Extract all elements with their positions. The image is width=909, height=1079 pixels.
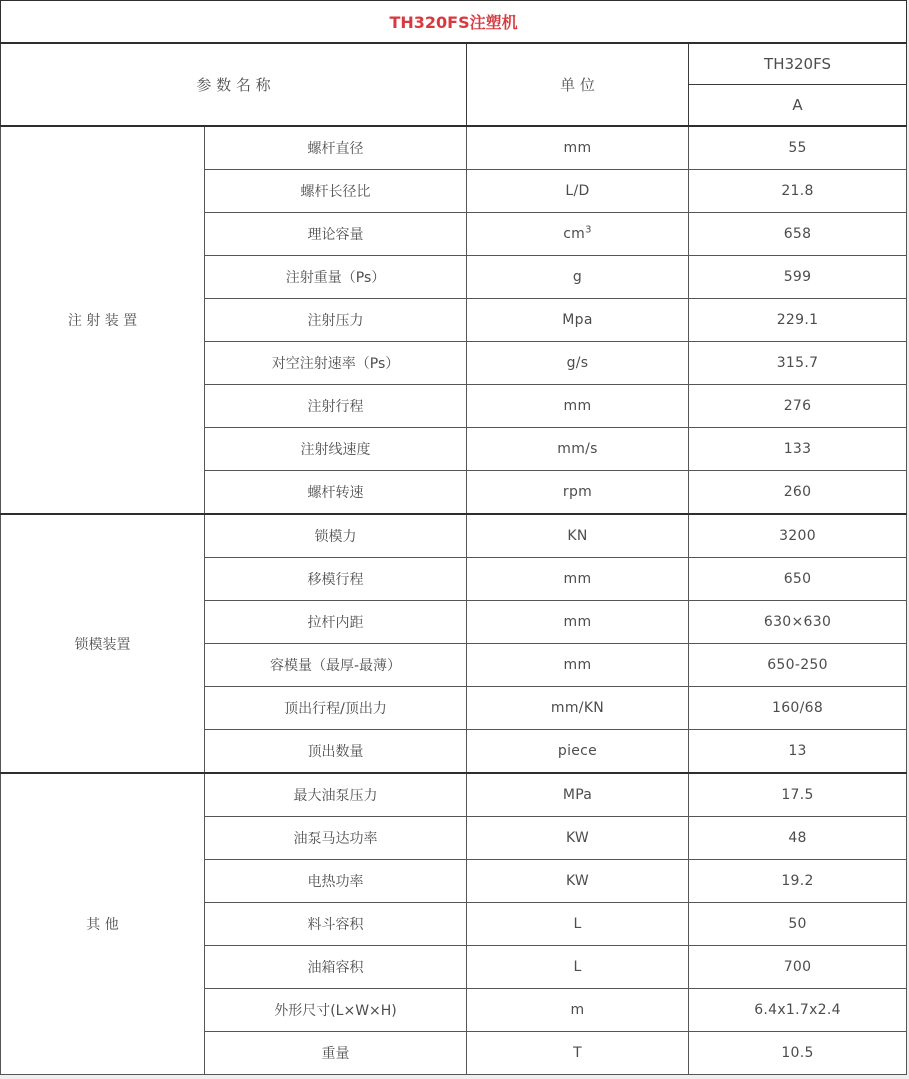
param-cell: 油泵马达功率 — [205, 817, 467, 860]
table-row — [1, 514, 907, 558]
unit-cell — [467, 817, 689, 860]
header-row — [1, 43, 907, 85]
header-unit: 单 位 — [467, 43, 689, 126]
unit-cell — [467, 644, 689, 687]
unit-text: L — [573, 959, 582, 975]
unit-text: g — [572, 269, 583, 285]
value-cell: 650 — [689, 558, 907, 601]
param-cell: 注射行程 — [205, 385, 467, 428]
header-variant: A — [689, 85, 907, 127]
unit-text: L — [573, 916, 582, 932]
unit-cell — [467, 946, 689, 989]
unit-cell — [467, 989, 689, 1032]
unit-cell — [467, 342, 689, 385]
spec-group — [1, 514, 907, 773]
value-cell: 229.1 — [689, 299, 907, 342]
unit-cell — [467, 385, 689, 428]
unit-text: mm — [563, 398, 592, 414]
unit-cell — [467, 1032, 689, 1075]
unit-text: rpm — [562, 484, 593, 500]
value-cell: 599 — [689, 256, 907, 299]
spec-group — [1, 126, 907, 514]
value-cell: 700 — [689, 946, 907, 989]
unit-cell — [467, 601, 689, 644]
value-cell: 17.5 — [689, 773, 907, 817]
param-cell: 拉杆内距 — [205, 601, 467, 644]
value-cell: 6.4x1.7x2.4 — [689, 989, 907, 1032]
value-cell: 21.8 — [689, 170, 907, 213]
param-cell: 料斗容积 — [205, 903, 467, 946]
value-cell: 650-250 — [689, 644, 907, 687]
group-cell: 其 他 — [1, 773, 205, 1075]
param-cell: 容模量（最厚-最薄） — [205, 644, 467, 687]
value-cell: 160/68 — [689, 687, 907, 730]
value-cell: 260 — [689, 471, 907, 515]
param-cell: 注射线速度 — [205, 428, 467, 471]
value-cell: 50 — [689, 903, 907, 946]
group-cell: 锁模装置 — [1, 514, 205, 773]
param-cell: 电热功率 — [205, 860, 467, 903]
param-cell: 理论容量 — [205, 213, 467, 256]
value-cell: 133 — [689, 428, 907, 471]
unit-text: T — [573, 1045, 582, 1061]
unit-cell — [467, 514, 689, 558]
unit-cell — [467, 170, 689, 213]
value-cell: 19.2 — [689, 860, 907, 903]
header-model: TH320FS — [689, 43, 907, 85]
unit-cell — [467, 299, 689, 342]
param-cell: 螺杆直径 — [205, 126, 467, 170]
unit-text: KW — [565, 830, 590, 846]
unit-cell — [467, 773, 689, 817]
param-cell: 螺杆转速 — [205, 471, 467, 515]
param-cell: 螺杆长径比 — [205, 170, 467, 213]
unit-text: mm — [563, 140, 592, 156]
unit-text: piece — [557, 743, 598, 759]
param-cell: 顶出数量 — [205, 730, 467, 774]
param-cell: 对空注射速率（Ps） — [205, 342, 467, 385]
unit-text: KN — [567, 528, 588, 544]
param-cell: 移模行程 — [205, 558, 467, 601]
param-cell: 锁模力 — [205, 514, 467, 558]
value-cell: 658 — [689, 213, 907, 256]
value-cell: 48 — [689, 817, 907, 860]
value-cell: 630×630 — [689, 601, 907, 644]
unit-text: mm/s — [557, 441, 598, 457]
table-header — [1, 1, 907, 127]
value-cell: 276 — [689, 385, 907, 428]
table-title: TH320FS注塑机 — [1, 1, 907, 44]
unit-cell — [467, 860, 689, 903]
table-row — [1, 773, 907, 817]
value-cell: 13 — [689, 730, 907, 774]
value-cell: 315.7 — [689, 342, 907, 385]
unit-text: Mpa — [562, 312, 593, 328]
param-cell: 注射压力 — [205, 299, 467, 342]
header-param-name: 参 数 名 称 — [1, 43, 467, 126]
value-cell: 3200 — [689, 514, 907, 558]
group-cell: 注 射 装 置 — [1, 126, 205, 514]
unit-text: mm — [563, 614, 592, 630]
unit-superscript: 3 — [585, 224, 592, 236]
unit-cell — [467, 471, 689, 515]
unit-cell — [467, 687, 689, 730]
spec-group — [1, 773, 907, 1075]
value-cell: 10.5 — [689, 1032, 907, 1075]
param-cell: 注射重量（Ps） — [205, 256, 467, 299]
title-row — [1, 1, 907, 44]
param-cell: 重量 — [205, 1032, 467, 1075]
value-cell: 55 — [689, 126, 907, 170]
unit-text: g/s — [566, 355, 589, 371]
unit-text: mm — [563, 657, 592, 673]
unit-cell — [467, 903, 689, 946]
param-cell: 最大油泵压力 — [205, 773, 467, 817]
unit-cell — [467, 256, 689, 299]
unit-text: mm/KN — [550, 700, 605, 716]
param-cell: 油箱容积 — [205, 946, 467, 989]
unit-text: cm — [563, 226, 586, 242]
param-cell: 顶出行程/顶出力 — [205, 687, 467, 730]
unit-text: MPa — [562, 787, 593, 803]
unit-cell — [467, 213, 689, 256]
table-row — [1, 126, 907, 170]
unit-text: KW — [565, 873, 590, 889]
unit-text: L/D — [565, 183, 590, 199]
unit-cell — [467, 428, 689, 471]
unit-cell — [467, 730, 689, 774]
unit-cell — [467, 558, 689, 601]
unit-text: mm — [563, 571, 592, 587]
param-cell: 外形尺寸(L×W×H) — [205, 989, 467, 1032]
unit-text: m — [570, 1002, 585, 1018]
unit-cell — [467, 126, 689, 170]
